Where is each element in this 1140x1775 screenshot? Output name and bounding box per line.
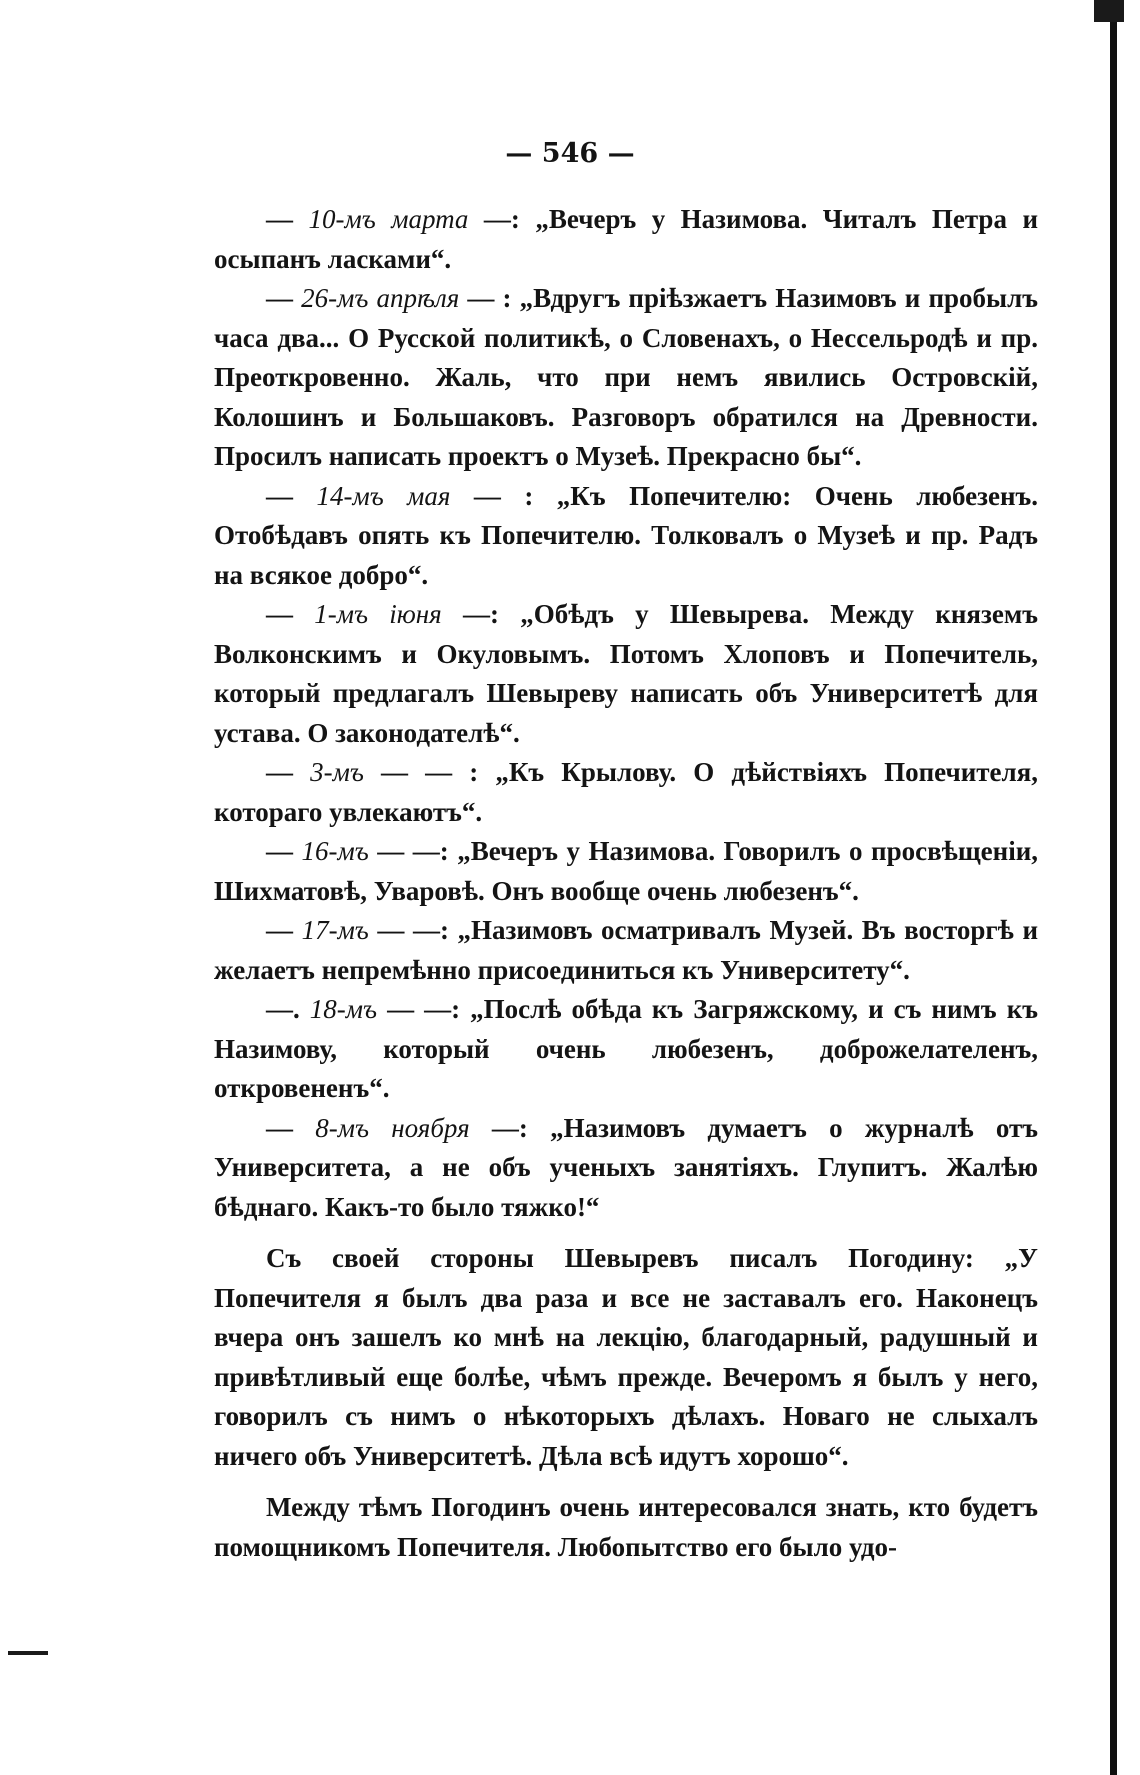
entry-date: 8-мъ ноября (315, 1112, 470, 1143)
entry-date: 1-мъ іюня (314, 599, 442, 629)
entry-date: 17-мъ (301, 915, 369, 945)
entry-date: 26-мъ апрѣля (301, 283, 460, 313)
body-paragraph: Съ своей стороны Шевыревъ писалъ Погодину: „У Попечителя я былъ два раза и все не заставалъ его. Наконецъ вчера онъ зашелъ ко мнѣ на лекцію, благодарный, радушный и привѣтливый еще болѣе, чѣмъ прежде. Вечеромъ я былъ у него, говорилъ съ нимъ о нѣкоторыхъ дѣлахъ. Новаго не слыхалъ ничего объ Университетѣ. Дѣла всѣ идутъ хорошо“. (214, 1243, 1038, 1471)
page-edge-shadow (1110, 0, 1117, 1775)
entry-date: 18-мъ (309, 994, 378, 1024)
entry-date: 16-мъ (301, 836, 369, 866)
entry-date: 3-мъ (310, 757, 364, 787)
page-body (214, 200, 1038, 1567)
diary-entry: — 26-мъ апрѣля — : „Вдругъ пріѣзжаетъ Назимовъ и пробылъ часа два... О Русской политикѣ, о Словенахъ, о Нессельродѣ и пр. Преоткровенно. Жаль, что при немъ явились Островскій, Колошинъ и Большаковъ. Разговоръ обратился на Древности. Просилъ написать проектъ о Музеѣ. Прекрасно бы“. (214, 283, 1038, 471)
diary-entry: — 16-мъ — —: „Вечеръ у Назимова. Говорилъ о просвѣщеніи, Шихматовѣ, Уваровѣ. Онъ вообще очень любезенъ“. (214, 836, 1039, 906)
diary-entry: — 8-мъ ноября —: „Назимовъ думаетъ о журналѣ отъ Университета, а не объ ученыхъ занятіяхъ. Глупитъ. Жалѣю бѣднаго. Какъ-то было тяжко!“ (214, 1112, 1039, 1222)
diary-entry: — 10-мъ марта —: „Вечеръ у Назимова. Читалъ Петра и осыпанъ ласками“. (214, 204, 1038, 274)
diary-entry: — 17-мъ — —: „Назимовъ осматривалъ Музей. Въ восторгѣ и желаетъ непремѣнно присоединиться къ Университету“. (214, 915, 1039, 985)
page-number: — 546 — (505, 138, 635, 169)
diary-entry: — 3-мъ — — : „Къ Крылову. О дѣйствіяхъ Попечителя, котораго увлекаютъ“. (214, 757, 1039, 827)
margin-mark (8, 1651, 48, 1655)
page-corner-shadow (1094, 0, 1124, 22)
entry-date: 10-мъ марта (308, 204, 469, 234)
diary-entry: —. 18-мъ — —: „Послѣ обѣда къ Загряжскому, и съ нимъ къ Назимову, который очень любезенъ, доброжелателенъ, откровененъ“. (214, 994, 1038, 1103)
entry-date: 14-мъ мая (316, 480, 451, 511)
diary-entry: — 14-мъ мая — : „Къ Попечителю: Очень любезенъ. Отобѣдавъ опять къ Попечителю. Толковалъ о Музеѣ и пр. Радъ на всякое добро“. (214, 480, 1039, 590)
diary-entry: — 1-мъ іюня —: „Обѣдъ у Шевырева. Между княземъ Волконскимъ и Окуловымъ. Потомъ Хлоповъ и Попечитель, который предлагалъ Шевыреву написать объ Университетѣ для устава. О законодателѣ“. (214, 599, 1038, 748)
body-paragraph: Между тѣмъ Погодинъ очень интересовался знать, кто будетъ помощникомъ Попечителя. Любопытство его было удо- (214, 1492, 1038, 1562)
